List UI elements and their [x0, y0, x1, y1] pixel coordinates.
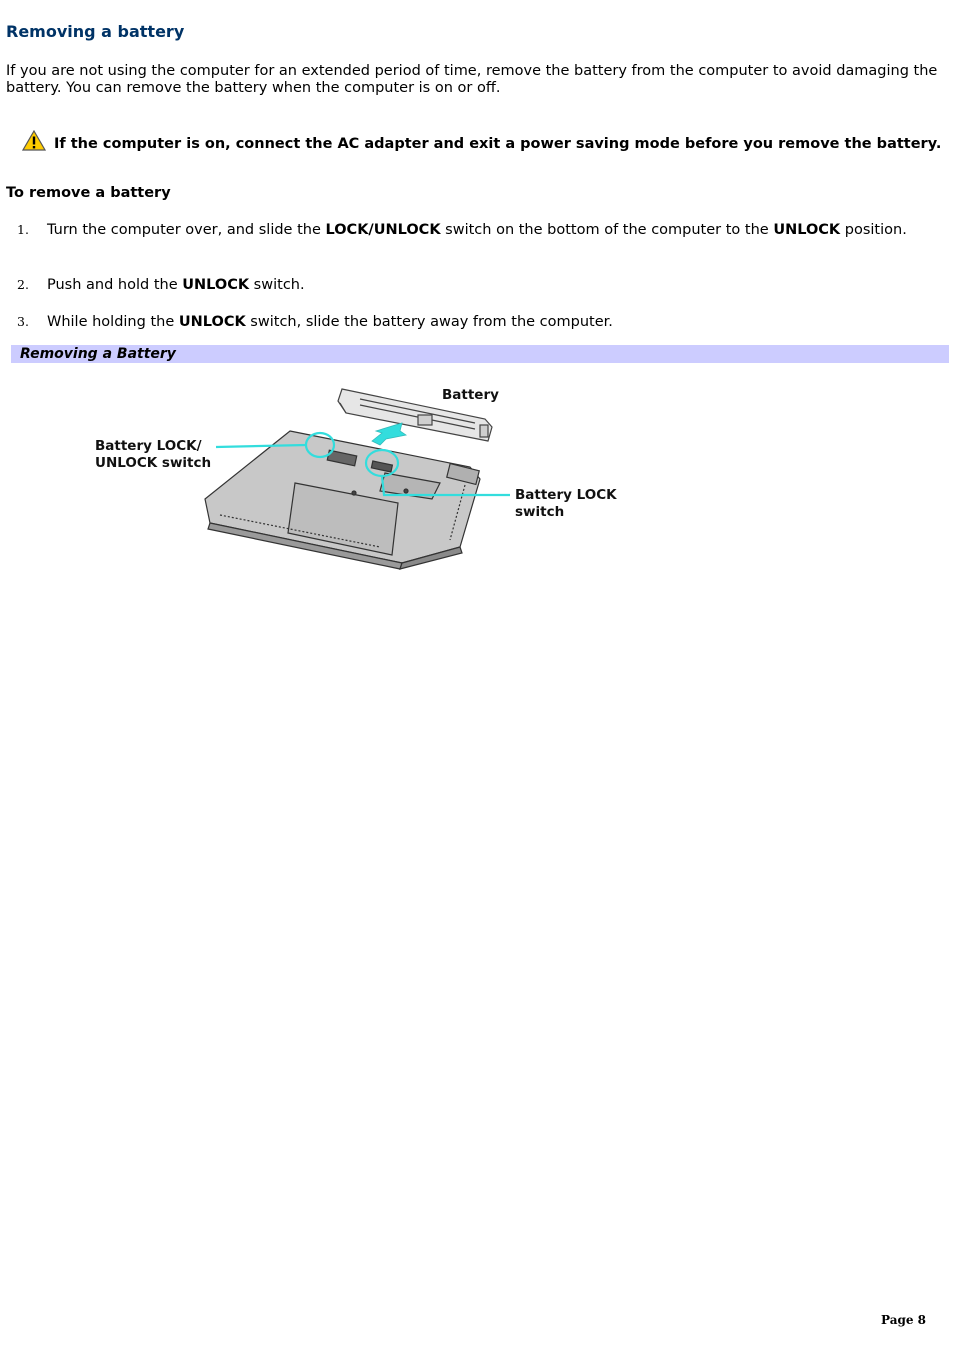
page-number: Page 8: [881, 1313, 927, 1327]
step-text: Push and hold the UNLOCK switch.: [47, 277, 305, 293]
intro-paragraph: If you are not using the computer for an extended period of time, remove the battery from the computer to avoid damaging the battery. You can remove the battery when the computer is on or off.: [6, 63, 938, 96]
step-number: 2.: [17, 277, 29, 292]
label-lock-switch: Battery LOCK switch: [515, 487, 617, 520]
label-lock-unlock-switch: Battery LOCK/ UNLOCK switch: [95, 438, 212, 471]
laptop-body: [205, 431, 480, 569]
procedure-heading: To remove a battery: [6, 185, 171, 201]
warning-triangle-icon: [22, 130, 46, 152]
figure-caption: Removing a Battery: [11, 345, 949, 363]
laptop-diagram: [80, 375, 640, 575]
warning-note: [22, 130, 942, 157]
keyword: UNLOCK: [178, 314, 246, 330]
keyword: LOCK/UNLOCK: [325, 222, 441, 238]
step-text: While holding the UNLOCK switch, slide the battery away from the computer.: [47, 314, 613, 330]
keyword: UNLOCK: [773, 222, 841, 238]
battery-removal-illustration: [80, 375, 640, 575]
label-battery: Battery: [442, 387, 499, 403]
step-text: Turn the computer over, and slide the LOCK/UNLOCK switch on the bottom of the computer to the UNLOCK position.: [47, 222, 907, 238]
direction-arrow: [372, 423, 406, 445]
step-number: 3.: [17, 314, 29, 329]
keyword: UNLOCK: [182, 277, 250, 293]
step-number: 1.: [17, 222, 29, 237]
warning-text: If the computer is on, connect the AC adapter and exit a power saving mode before you remove the battery.: [54, 136, 942, 152]
page-title: Removing a battery: [6, 22, 185, 41]
